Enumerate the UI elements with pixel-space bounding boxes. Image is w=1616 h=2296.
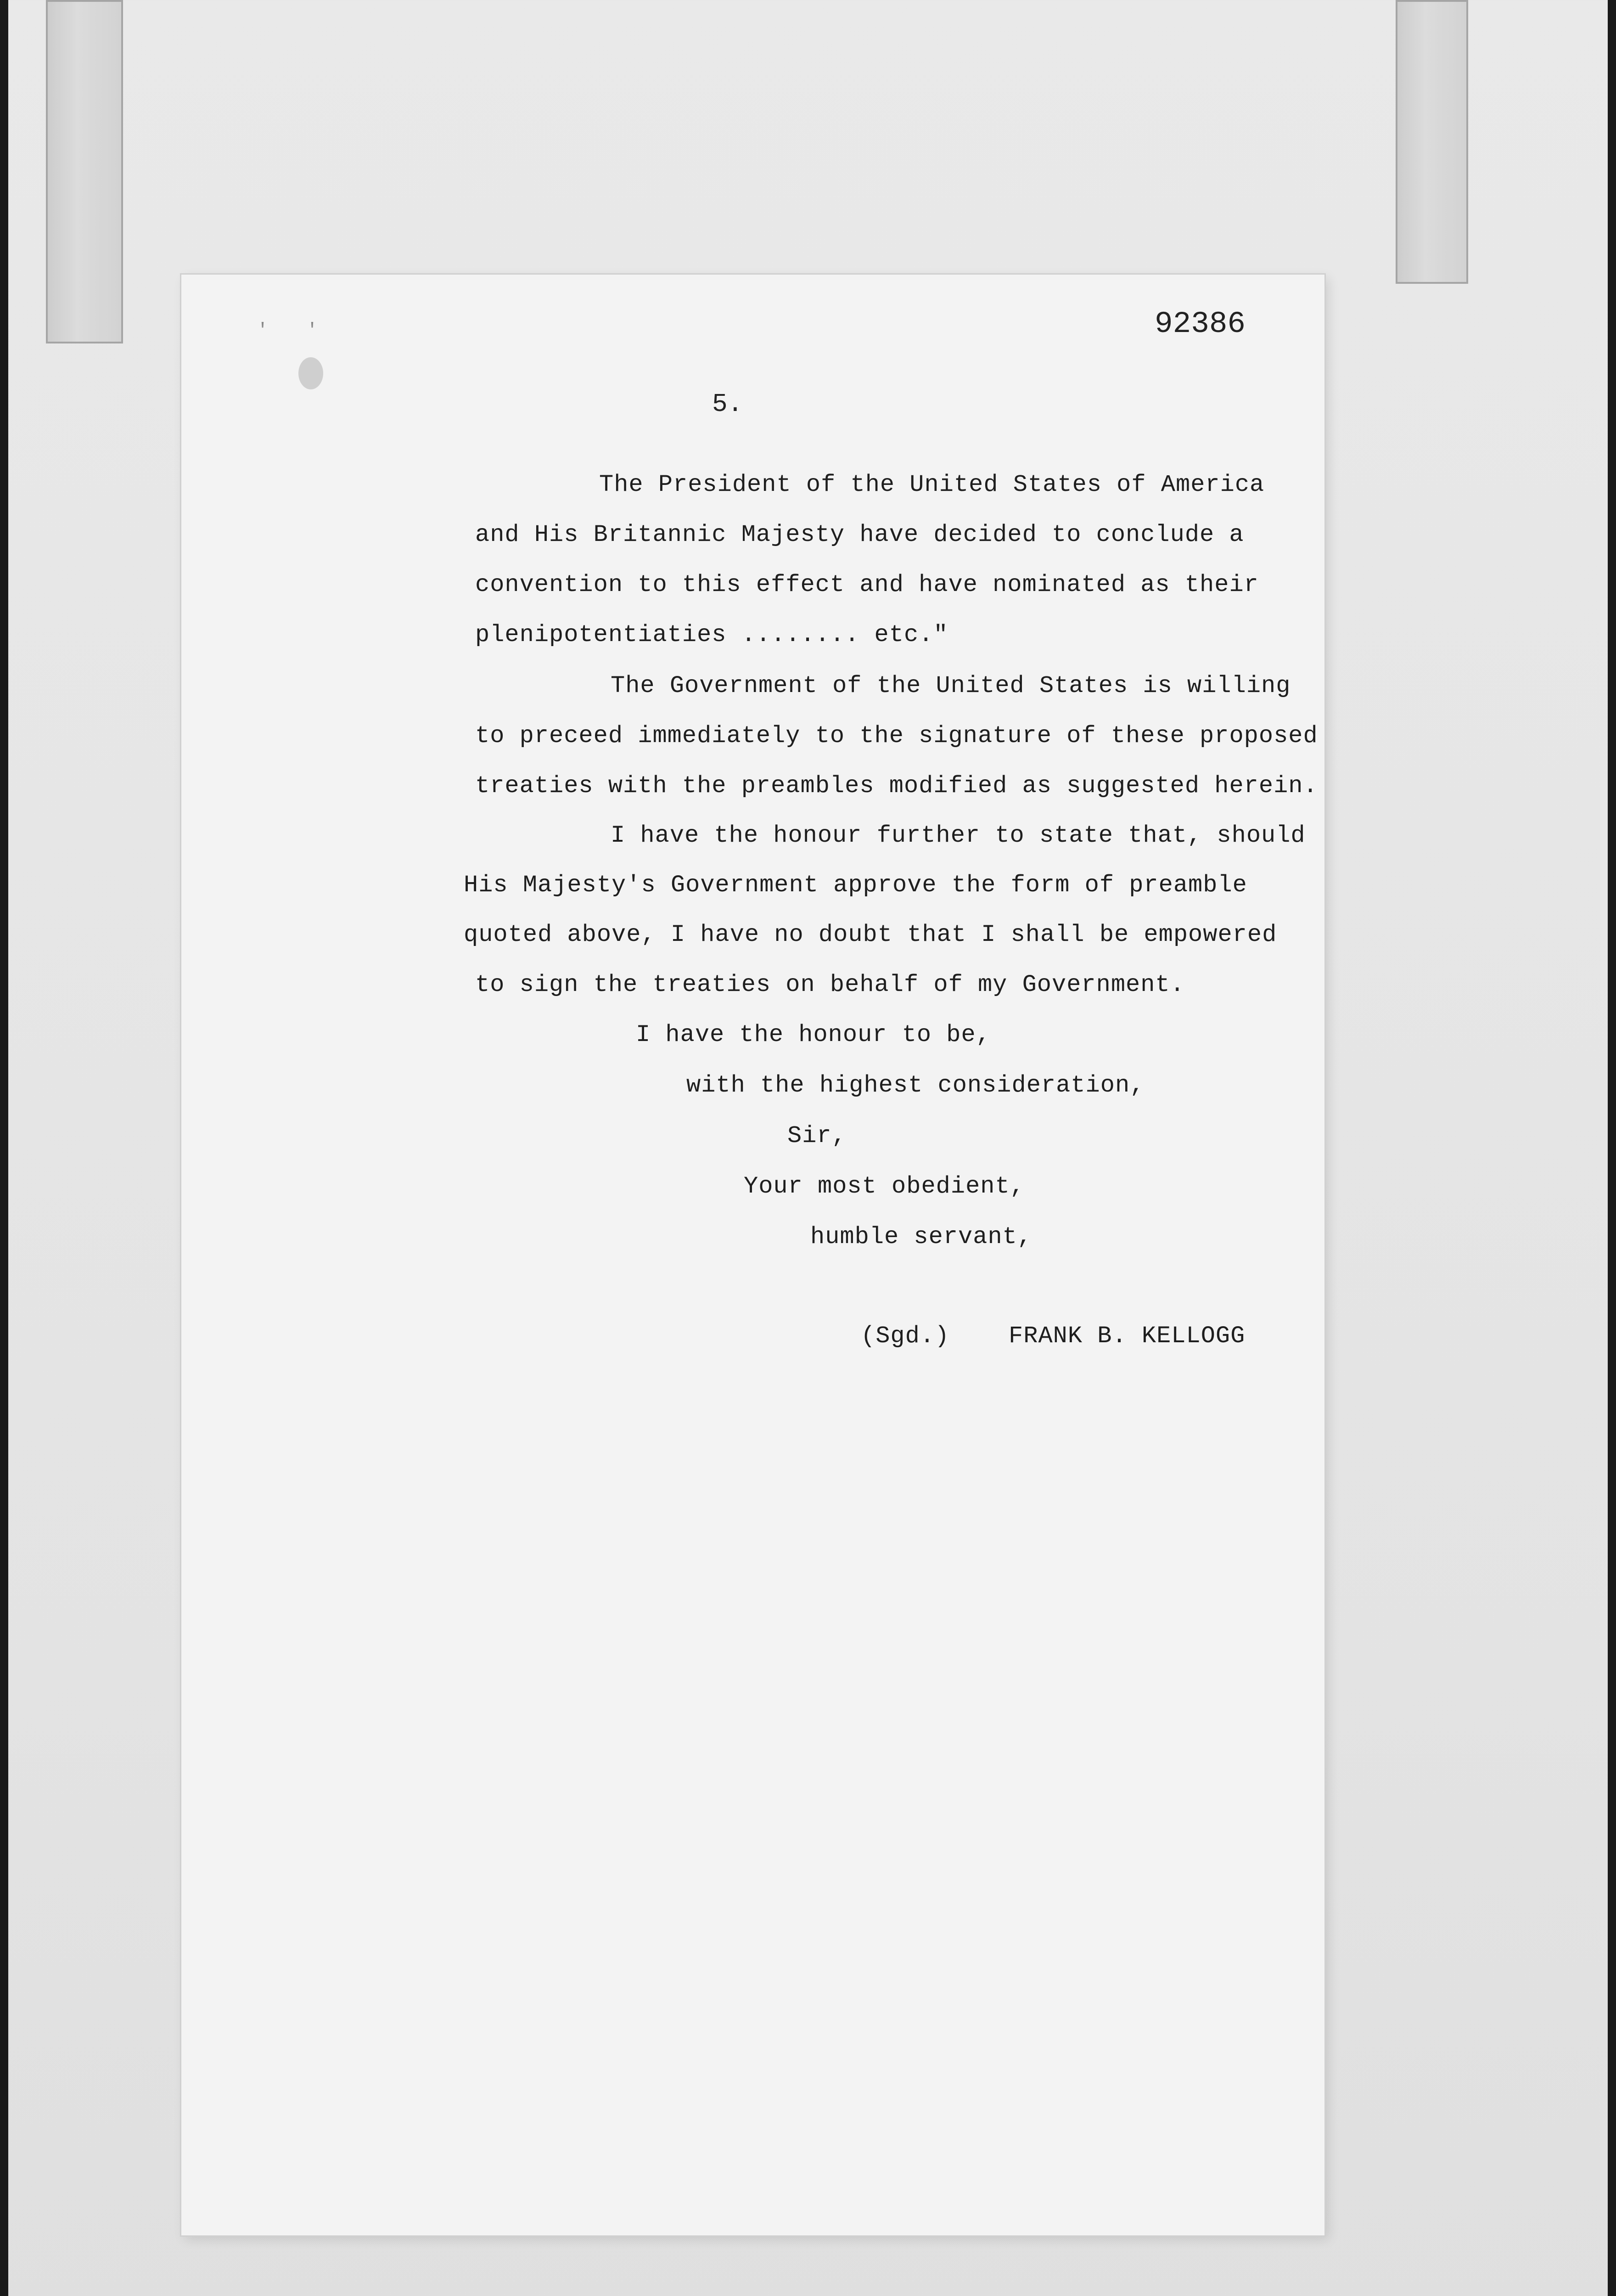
body-line: quoted above, I have no doubt that I shall be empowered xyxy=(464,921,1277,948)
margin-marks: ' ' xyxy=(257,321,332,341)
closing-line: Your most obedient, xyxy=(744,1173,1025,1200)
body-line: and His Britannic Majesty have decided to conclude a xyxy=(475,521,1244,548)
film-edge-right xyxy=(1608,0,1616,2296)
tape-strip xyxy=(46,0,123,343)
document-number: 92386 xyxy=(1155,307,1246,341)
body-line: treaties with the preambles modified as suggested herein. xyxy=(475,772,1318,799)
body-line: to preceed immediately to the signature of these proposed xyxy=(475,722,1318,749)
body-line: to sign the treaties on behalf of my Government. xyxy=(475,971,1185,998)
closing-line: with the highest consideration, xyxy=(686,1072,1145,1099)
punch-hole xyxy=(298,357,323,389)
document-page xyxy=(181,275,1324,2235)
page-number: 5. xyxy=(712,389,743,419)
body-line: His Majesty's Government approve the form of preamble xyxy=(464,872,1247,899)
film-edge-left xyxy=(0,0,8,2296)
closing-line: I have the honour to be, xyxy=(636,1021,991,1048)
body-line: The Government of the United States is willing xyxy=(611,672,1291,699)
closing-line: Sir, xyxy=(787,1122,847,1149)
closing-line: humble servant, xyxy=(810,1223,1032,1250)
body-line: I have the honour further to state that, should xyxy=(611,822,1306,849)
body-line: The President of the United States of America xyxy=(599,471,1265,498)
signature: (Sgd.) FRANK B. KELLOGG xyxy=(861,1322,1246,1350)
body-line: plenipotentiaties ........ etc." xyxy=(475,621,948,648)
body-line: convention to this effect and have nominated as their xyxy=(475,571,1259,598)
tape-strip xyxy=(1396,0,1468,284)
